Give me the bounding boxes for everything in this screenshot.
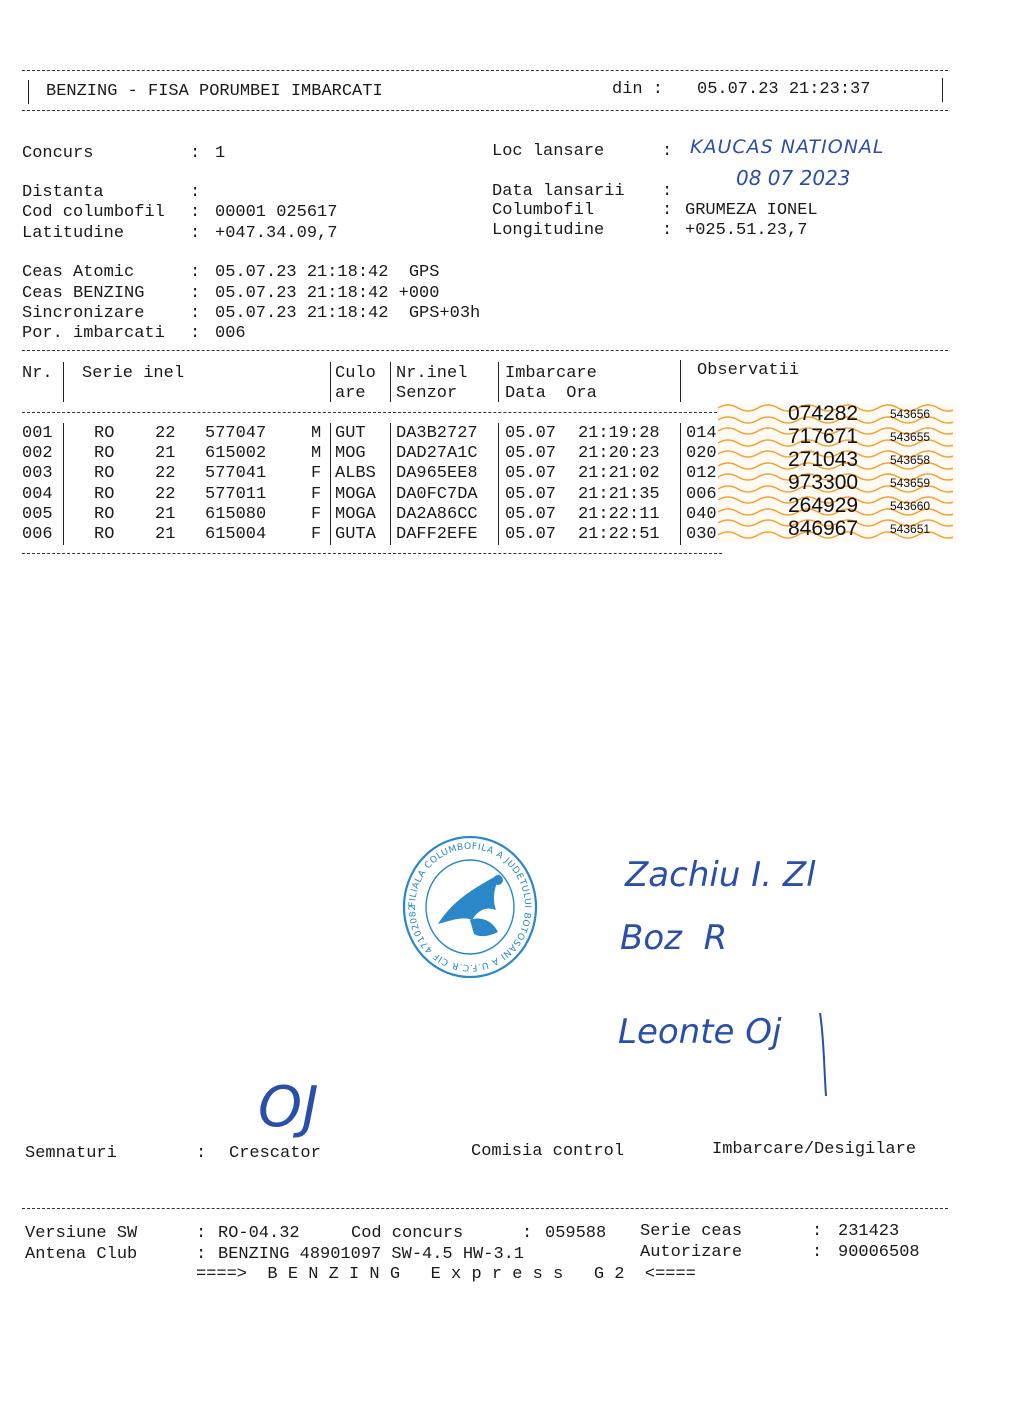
row-separator	[680, 463, 681, 484]
col-header-imbarcare-1: Imbarcare	[505, 364, 597, 383]
commission-signature-3-stroke	[780, 1008, 840, 1098]
header-sep-1	[63, 362, 64, 402]
cell-ring: 615080	[205, 504, 267, 524]
antena-club-label: Antena Club	[25, 1245, 138, 1264]
header-sep-4	[498, 362, 499, 402]
sincronizare-label: Sincronizare	[22, 304, 145, 323]
cod-concurs-value: 059588	[545, 1224, 607, 1243]
cell-date: 05.07	[505, 464, 557, 484]
cell-date: 05.07	[505, 444, 557, 464]
col-header-culoare-2: are	[335, 384, 366, 403]
cell-obs: 012	[686, 464, 717, 484]
cell-nr: 006	[22, 525, 53, 544]
cell-obs: 006	[686, 484, 717, 504]
col-header-nrinel-2: Senzor	[396, 384, 458, 403]
cell-sensor: DA965EE8	[396, 464, 478, 484]
row-separator	[390, 423, 391, 444]
concurs-colon: :	[190, 144, 201, 163]
col-header-observatii: Observatii	[697, 361, 800, 380]
ceas-benzing-label: Ceas BENZING	[22, 284, 145, 303]
sincronizare-value: 05.07.23 21:18:42 GPS+03h	[215, 304, 481, 323]
row-separator	[680, 443, 681, 464]
row-separator	[63, 484, 64, 505]
cell-time: 21:22:51	[578, 525, 660, 544]
cell-country: RO	[94, 464, 115, 484]
cell-nr: 001	[22, 424, 53, 443]
cod-columbofil-value: 00001 025617	[215, 203, 338, 222]
cell-nr: 004	[22, 484, 53, 504]
sticker-number: 973300	[788, 473, 859, 494]
cell-ring: 615004	[205, 525, 267, 544]
sticker-number: 074282	[788, 404, 859, 425]
crescator-label: Crescator	[229, 1144, 321, 1163]
cell-sensor: DA2A86CC	[396, 504, 478, 524]
table-bottom-divider	[22, 553, 722, 554]
semnaturi-label: Semnaturi	[25, 1144, 117, 1163]
cell-year: 22	[155, 424, 176, 443]
imbarcare-desigilare-label: Imbarcare/Desigilare	[712, 1140, 917, 1159]
pigeon-icon	[438, 874, 503, 936]
row-separator	[63, 504, 64, 525]
row-separator	[330, 463, 331, 484]
versiune-sw-value: RO-04.32	[218, 1224, 300, 1243]
print-date-value: 05.07.23 21:23:37	[697, 80, 871, 99]
cell-obs: 040	[686, 504, 717, 524]
cell-ring: 615002	[205, 444, 267, 464]
cell-sex: M	[311, 444, 322, 464]
cell-time: 21:19:28	[578, 424, 660, 443]
cell-date: 05.07	[505, 525, 557, 544]
loc-lansare-label: Loc lansare	[492, 142, 605, 161]
cell-country: RO	[94, 525, 115, 544]
row-separator	[680, 524, 681, 545]
por-imbarcati-label: Por. imbarcati	[22, 324, 165, 343]
cell-date: 05.07	[505, 484, 557, 504]
row-separator	[390, 484, 391, 505]
header-sep-5	[680, 360, 681, 402]
data-lansarii-label: Data lansarii	[492, 182, 625, 201]
ring-label-sticker	[718, 519, 956, 541]
cell-time: 21:21:35	[578, 484, 660, 504]
page-title: BENZING - FISA PORUMBEI IMBARCATI	[46, 82, 383, 101]
latitudine-label: Latitudine	[22, 224, 125, 243]
sticker-number: 846967	[788, 519, 859, 540]
data-lansarii-handwritten: 08 07 2023	[736, 166, 851, 190]
cell-color: GUT	[335, 424, 366, 443]
distanta-label: Distanta	[22, 183, 104, 202]
autorizare-label: Autorizare	[640, 1243, 743, 1262]
latitudine-colon: :	[190, 224, 201, 243]
cell-country: RO	[94, 424, 115, 443]
cell-year: 22	[155, 484, 176, 504]
por-imbarcati-colon: :	[190, 324, 201, 343]
ring-label-sticker	[718, 427, 956, 449]
stamp-ring-text: FILIALA COLUMBOFILA A JUDETULUI BOTOSANI A U.F.C.R CIF 47102082	[407, 841, 533, 973]
row-separator	[498, 423, 499, 444]
row-separator	[498, 463, 499, 484]
ceas-atomic-label: Ceas Atomic	[22, 263, 135, 282]
latitudine-value: +047.34.09,7	[215, 224, 338, 243]
sticker-code: 543660	[890, 499, 931, 513]
cell-sensor: DAFF2EFE	[396, 525, 478, 544]
concurs-label: Concurs	[22, 144, 94, 163]
row-separator	[390, 504, 391, 525]
commission-signature-2: Boz R	[620, 918, 728, 958]
longitudine-value: +025.51.23,7	[685, 221, 808, 240]
cell-ring: 577041	[205, 464, 267, 484]
serie-ceas-label: Serie ceas	[640, 1222, 743, 1241]
autorizare-colon: :	[812, 1243, 823, 1262]
cell-obs: 014	[686, 424, 717, 443]
ceas-benzing-colon: :	[190, 284, 201, 303]
col-header-imbarcare-2: Data Ora	[505, 384, 597, 403]
cell-ring: 577011	[205, 484, 267, 504]
cell-time: 21:22:11	[578, 504, 660, 524]
header-sep-3	[390, 362, 391, 402]
distanta-colon: :	[190, 183, 201, 202]
cell-year: 22	[155, 464, 176, 484]
cell-country: RO	[94, 484, 115, 504]
header-right-bar	[942, 78, 943, 102]
serie-ceas-colon: :	[812, 1222, 823, 1241]
loc-lansare-colon: :	[662, 142, 673, 161]
cell-time: 21:21:02	[578, 464, 660, 484]
crescator-signature: OJ	[258, 1075, 319, 1140]
footer-top-divider	[22, 1208, 948, 1209]
cell-nr: 005	[22, 504, 53, 524]
data-lansarii-colon: :	[662, 182, 673, 201]
row-separator	[63, 423, 64, 444]
row-separator	[330, 423, 331, 444]
cod-concurs-label: Cod concurs	[351, 1224, 464, 1243]
row-separator	[680, 504, 681, 525]
cell-sex: M	[311, 424, 322, 443]
cell-sex: F	[311, 504, 322, 524]
ceas-atomic-colon: :	[190, 263, 201, 282]
versiune-sw-colon: :	[196, 1224, 207, 1243]
longitudine-label: Longitudine	[492, 221, 605, 240]
row-separator	[330, 443, 331, 464]
cell-color: MOG	[335, 444, 366, 464]
cell-time: 21:20:23	[578, 444, 660, 464]
commission-signature-1: Zachiu I. Zl	[625, 855, 816, 895]
row-separator	[680, 484, 681, 505]
cell-date: 05.07	[505, 504, 557, 524]
row-separator	[330, 524, 331, 545]
antena-club-colon: :	[196, 1245, 207, 1264]
cell-color: MOGA	[335, 504, 376, 524]
cell-color: GUTA	[335, 525, 376, 544]
sticker-code: 543655	[890, 430, 931, 444]
concurs-value: 1	[215, 144, 226, 163]
cell-sex: F	[311, 464, 322, 484]
row-separator	[498, 524, 499, 545]
cell-sex: F	[311, 525, 322, 544]
cell-year: 21	[155, 525, 176, 544]
cell-nr: 003	[22, 464, 53, 484]
sticker-code: 543656	[890, 407, 931, 421]
col-header-nr: Nr.	[22, 364, 53, 383]
col-header-serie: Serie inel	[82, 364, 185, 383]
cod-concurs-colon: :	[522, 1224, 533, 1243]
sticker-number: 264929	[788, 496, 859, 517]
row-separator	[680, 423, 681, 444]
sticker-number: 717671	[788, 427, 859, 448]
ceas-atomic-value: 05.07.23 21:18:42 GPS	[215, 263, 440, 282]
header-bottom-divider	[22, 110, 948, 111]
sincronizare-colon: :	[190, 304, 201, 323]
cell-color: ALBS	[335, 464, 376, 484]
table-top-divider	[22, 350, 948, 351]
cell-color: MOGA	[335, 484, 376, 504]
row-separator	[63, 463, 64, 484]
cell-nr: 002	[22, 444, 53, 464]
ring-label-sticker	[718, 496, 956, 518]
row-separator	[63, 443, 64, 464]
cell-sensor: DA0FC7DA	[396, 484, 478, 504]
sticker-code: 543658	[890, 453, 931, 467]
cod-columbofil-label: Cod columbofil	[22, 203, 165, 222]
loc-lansare-handwritten: KAUCAS NATIONAL	[690, 136, 885, 158]
row-separator	[498, 484, 499, 505]
serie-ceas-value: 231423	[838, 1222, 900, 1241]
row-separator	[390, 443, 391, 464]
cod-columbofil-colon: :	[190, 203, 201, 222]
cell-ring: 577047	[205, 424, 267, 443]
official-stamp	[400, 832, 540, 982]
row-separator	[498, 504, 499, 525]
columbofil-colon: :	[662, 201, 673, 220]
cell-year: 21	[155, 504, 176, 524]
row-separator	[390, 524, 391, 545]
cell-sensor: DAD27A1C	[396, 444, 478, 464]
benzing-express-banner: ====> B E N Z I N G E x p r e s s G 2 <====	[196, 1265, 696, 1284]
cell-country: RO	[94, 504, 115, 524]
ring-label-sticker	[718, 450, 956, 472]
cell-obs: 020	[686, 444, 717, 464]
semnaturi-colon: :	[196, 1144, 207, 1163]
header-left-bar	[28, 80, 29, 104]
autorizare-value: 90006508	[838, 1243, 920, 1262]
cell-obs: 030	[686, 525, 717, 544]
comisia-label: Comisia control	[471, 1142, 625, 1161]
commission-signature-3: Leonte Oj	[618, 1012, 782, 1052]
cell-sensor: DA3B2727	[396, 424, 478, 443]
sticker-number: 271043	[788, 450, 859, 471]
columbofil-value: GRUMEZA IONEL	[685, 201, 818, 220]
cell-date: 05.07	[505, 424, 557, 443]
sticker-code: 543651	[890, 522, 931, 536]
col-header-nrinel-1: Nr.inel	[396, 364, 468, 383]
ring-label-sticker	[718, 404, 956, 426]
header-top-divider	[22, 70, 948, 71]
cell-country: RO	[94, 444, 115, 464]
cell-sex: F	[311, 484, 322, 504]
versiune-sw-label: Versiune SW	[25, 1224, 138, 1243]
row-separator	[390, 463, 391, 484]
cell-year: 21	[155, 444, 176, 464]
longitudine-colon: :	[662, 221, 673, 240]
columbofil-label: Columbofil	[492, 201, 595, 220]
header-sep-2	[330, 362, 331, 402]
ceas-benzing-value: 05.07.23 21:18:42 +000	[215, 284, 440, 303]
row-separator	[330, 484, 331, 505]
por-imbarcati-value: 006	[215, 324, 246, 343]
antena-club-value: BENZING 48901097 SW-4.5 HW-3.1	[218, 1245, 525, 1264]
ring-label-sticker	[718, 473, 956, 495]
row-separator	[498, 443, 499, 464]
sticker-code: 543659	[890, 476, 931, 490]
table-header-divider	[22, 412, 722, 413]
print-date-label: din :	[612, 80, 664, 99]
row-separator	[63, 524, 64, 545]
row-separator	[330, 504, 331, 525]
col-header-culoare-1: Culo	[335, 364, 376, 383]
